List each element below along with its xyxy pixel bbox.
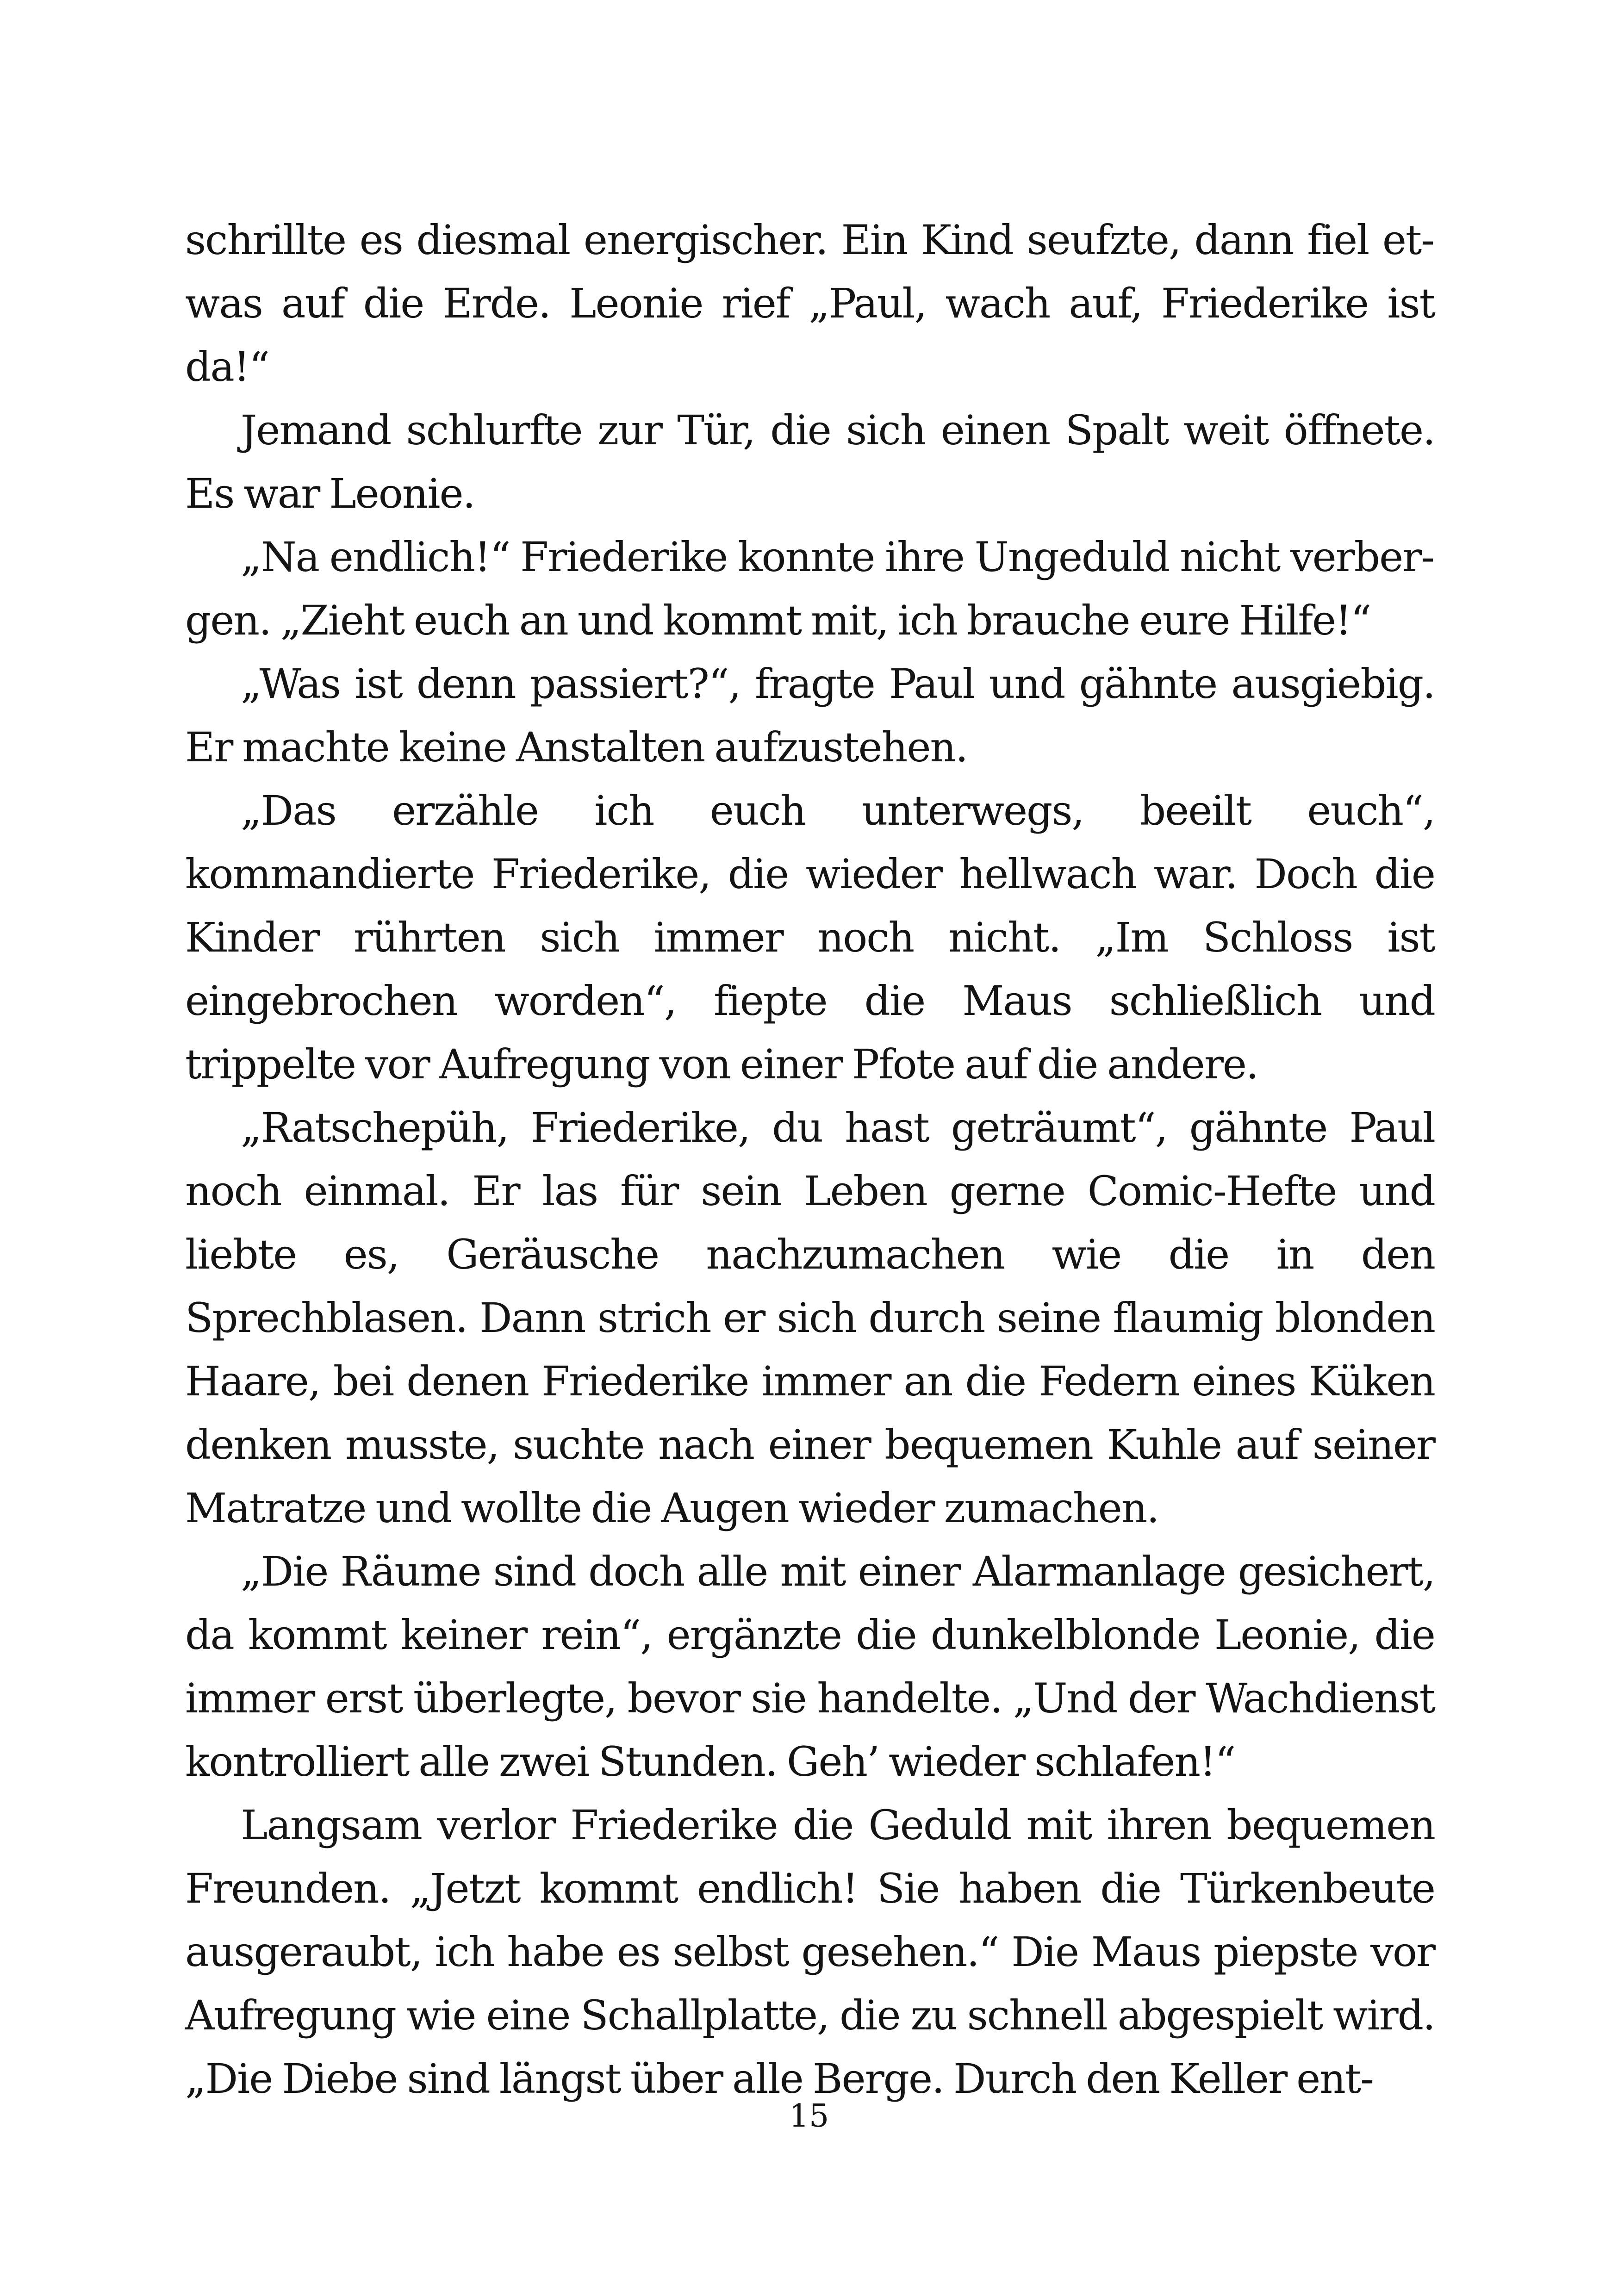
paragraph-5: „Das erzähle ich euch unterwegs, beeilt euch“, kommandierte Friederike, die wieder hellwach war. Doch die Kinder rührten sich immer noch nicht. „Im Schloss ist eingebrochen worden“, fiepte die Maus schließlich und trippelte vor Aufregung von einer Pfote auf die andere. — [185, 787, 1435, 1088]
paragraph-8: Langsam verlor Friederike die Geduld mit ihren bequemen Freunden. „Jetzt kommt endlich! Sie haben die Türkenbeute ausgeraubt, ich habe es selbst gesehen.“ Die Maus piepste vor Aufregung wie eine Schallplatte, die zu schnell abgespielt wird. „Die Diebe sind längst über alle Berge. Durch den Keller ent- — [185, 1801, 1435, 2103]
body-text — [185, 208, 1435, 2110]
paragraph-6: „Ratschepüh, Friederike, du hast geträumt“, gähnte Paul noch einmal. Er las für sein Leben gerne Comic-Hefte und liebte es, Geräusche nachzumachen wie die in den Sprechblasen. Dann strich er sich durch seine flaumig blonden Haare, bei denen Friederike immer an die Federn eines Küken denken musste, suchte nach einer bequemen Kuhle auf seiner Matratze und wollte die Augen wieder zumachen. — [185, 1104, 1435, 1532]
paragraph-7: „Die Räume sind doch alle mit einer Alarmanlage gesichert, da kommt keiner rein“, ergänzte die dunkelblonde Leonie, die immer erst überlegte, bevor sie handelte. „Und der Wachdienst kontrolliert alle zwei Stunden. Geh’ wieder schlafen!“ — [185, 1548, 1435, 1786]
book-page — [185, 208, 1435, 2110]
paragraph-1: schrillte es diesmal energischer. Ein Kind seufzte, dann fiel etwas auf die Erde. Leonie rief „Paul, wach auf, Friederike ist da!“ — [185, 216, 1435, 391]
page-number: 15 — [789, 2098, 829, 2134]
paragraph-2: Jemand schlurfte zur Tür, die sich einen Spalt weit öffnete. Es war Leonie. — [185, 406, 1435, 517]
paragraph-3: „Na endlich!“ Friederike konnte ihre Ungeduld nicht verbergen. „Zieht euch an und kommt mit, ich brauche eure Hilfe!“ — [185, 533, 1435, 644]
paragraph-4: „Was ist denn passiert?“, fragte Paul und gähnte ausgiebig. Er machte keine Anstalten aufzustehen. — [185, 660, 1435, 771]
